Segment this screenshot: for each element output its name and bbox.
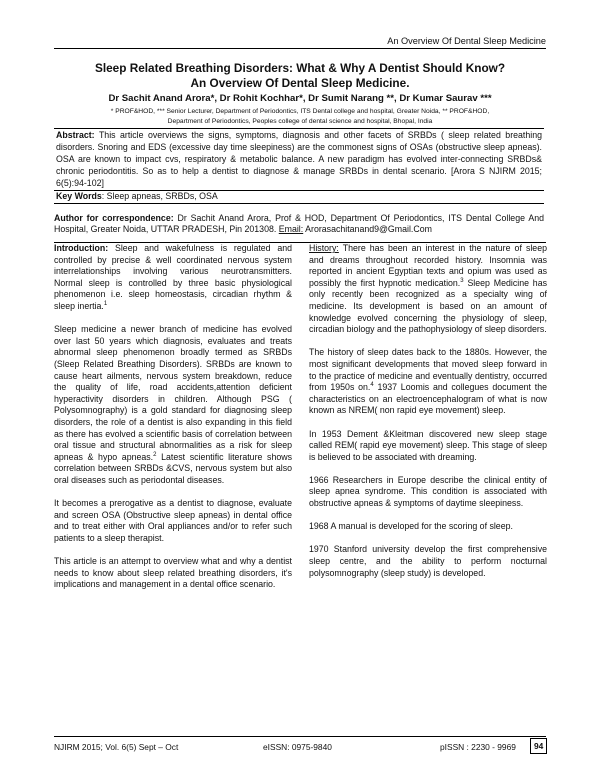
correspondence xyxy=(54,213,544,236)
article-aim-paragraph: This article is an attempt to overview what and why a dentist needs to know about sleep related breathing disorders, it's implications and management in a dental office scenario. xyxy=(54,556,292,590)
left-column xyxy=(54,243,292,602)
keywords-text: : Sleep apneas, SRBDs, OSA xyxy=(101,190,218,201)
intro-heading: Introduction: xyxy=(54,243,109,253)
intro-paragraph xyxy=(54,243,292,313)
footer-rule xyxy=(54,736,546,737)
history-1966-paragraph: 1966 Researchers in Europe describe the clinical entity of sleep apnea syndrome. This condition is associated with obstructive apneas & symptoms of daytime sleepiness. xyxy=(309,474,547,509)
history-tail: Sleep Medicine has only recently been recognized as a specialty wing of medicine. Its development is based on an amount of knowledge evolved concerning the physiology of sleep, circadian biology and the pathophysiology of sleep disorders. xyxy=(309,277,547,335)
paragraph-text: The history of sleep dates back to the 1880s. However, the most significant developments that moved sleep forward in to the practice of medicine and eventually dentistry, occurred from 1950s on. xyxy=(309,347,547,393)
paragraph-tail: 1937 Loomis and collegues document the characteristics on an electroencephalogram of what is now known as NREM( non rapid eye movement) sleep. xyxy=(309,382,547,416)
journal-citation: NJIRM 2015; Vol. 6(5) Sept – Oct xyxy=(54,742,179,752)
history-1968-paragraph: 1968 A manual is developed for the scoring of sleep. xyxy=(309,521,513,532)
correspondence-text: Dr Sachit Anand Arora, Prof & HOD, Department Of Periodontics, ITS Dental College And Hospital, Greater Noida, UTTAR PRADESH, Pin 201308. xyxy=(54,213,544,235)
affiliations xyxy=(54,107,546,127)
keywords xyxy=(54,190,544,203)
title-line-1: Sleep Related Breathing Disorders: What & Why A Dentist Should Know? xyxy=(94,61,506,75)
history-1953-paragraph: In 1953 Dement &Kleitman discovered new sleep stage called REM( rapid eye movement) sleep. This stage of sleep is believed to be associated with dreaming. xyxy=(309,428,547,462)
abstract xyxy=(54,129,544,190)
history-1970-paragraph: 1970 Stanford university develop the first comprehensive sleep centre, and the ability to perform nocturnal polysomnography (sleep study) is developed. xyxy=(309,544,547,578)
history-1880s-paragraph xyxy=(309,347,547,417)
citation-2: 2 xyxy=(153,451,157,458)
article-title xyxy=(54,61,546,91)
citation-3: 3 xyxy=(460,277,464,284)
citation-1: 1 xyxy=(103,301,108,308)
history-heading: History: xyxy=(309,243,339,253)
author-list: Dr Sachit Anand Arora*, Dr Rohit Kochhar*, Dr Sumit Narang **, Dr Kumar Saurav *** xyxy=(108,93,492,104)
paragraph-tail: Latest scientific literature shows correlation between SRBDs &CVS, nervous system but also oral diseases such as periodontal diseases. xyxy=(54,451,292,485)
intro-text: Sleep and wakefulness is regulated and controlled by precise & well coordinated nervous system interrelationships involving various neurotransmitters. Normal sleep is controlled by three basic physiological phenomenon i.e. sleep homeostasis, circadian rhythm & sleep inertia. xyxy=(54,243,292,311)
keywords-label: Key Words xyxy=(56,190,102,201)
eissn: eISSN: 0975-9840 xyxy=(263,742,332,752)
title-line-2: An Overview Of Dental Sleep Medicine. xyxy=(190,76,410,90)
running-head: An Overview Of Dental Sleep Medicine xyxy=(387,36,546,46)
right-column xyxy=(309,243,547,591)
abstract-label: Abstract: xyxy=(56,130,95,140)
page-number: 94 xyxy=(530,738,547,754)
affiliation-line-2: Department of Periodontics, Peoples college of dental science and hospital, Bhopal, India xyxy=(167,118,433,125)
header-rule xyxy=(54,48,546,49)
paragraph-text: Sleep medicine a newer branch of medicine has evolved over last 50 years which diagnosis, evaluates and treats abnormal sleep phenomenon broadly termed as SRBDs (Sleep Related Breathing Disorders). SRBDs are known to cause heart ailments, nervous system breakdown, reduce the quality of life, road accidents,attention deficient hyperactivity disorders in children. Although PSG ( Polysomnography) is a gold standard for diagnosing sleep disorders, the role of a dentist is also expanding in this field as there has evolved a scientific basis of correlation between oral tissue and structural abnormalities as a risk for sleep apneas & hypo apneas. xyxy=(54,324,292,462)
prerogative-paragraph: It becomes a prerogative as a dentist to diagnose, evaluate and screen OSA (Obstructive sleep apneas) in dental office and to treat either with Oral appliances and/or to refer such patients to a sleep therapist. xyxy=(54,498,292,543)
email-label: Email: xyxy=(278,224,304,235)
history-text: There has been an interest in the nature of sleep and dreams throughout recorded history. Insomnia was reported in ancient Egyptian texts and opium was used as possibly the first hypnotic medication. xyxy=(309,243,547,288)
abstract-text: This article overviews the signs, symptoms, diagnosis and other facets of SRBDs ( sleep related breathing disorders. Snoring and EDS (excessive day time sleepiness) are the commonest signs of OSAs (obstructive sleep apneas). OSA are known to impact cvs, respiratory & metabolic balance. A new paradigm has evolved inter-connecting SRBDs& chronic periodontitis. So as to help a dentist to diagnose & manage SRBDs in dental scenario. [Arora S NJIRM 2015; 6(5):94-102] xyxy=(56,130,542,188)
affiliation-line-1: * PROF&HOD, *** Senior Lecturer, Department of Periodontics, ITS Dental college and hospital, Greater Noida, ** PROF&HOD, xyxy=(110,108,490,115)
sleep-medicine-paragraph xyxy=(54,324,292,486)
history-paragraph xyxy=(309,243,547,336)
citation-4: 4 xyxy=(370,382,374,389)
email-link[interactable]: Arorasachitanand9@Gmail.Com xyxy=(303,224,432,235)
correspondence-label: Author for correspondence: xyxy=(54,213,174,223)
abstract-box xyxy=(54,128,544,204)
pissn: pISSN : 2230 - 9969 xyxy=(440,742,516,752)
